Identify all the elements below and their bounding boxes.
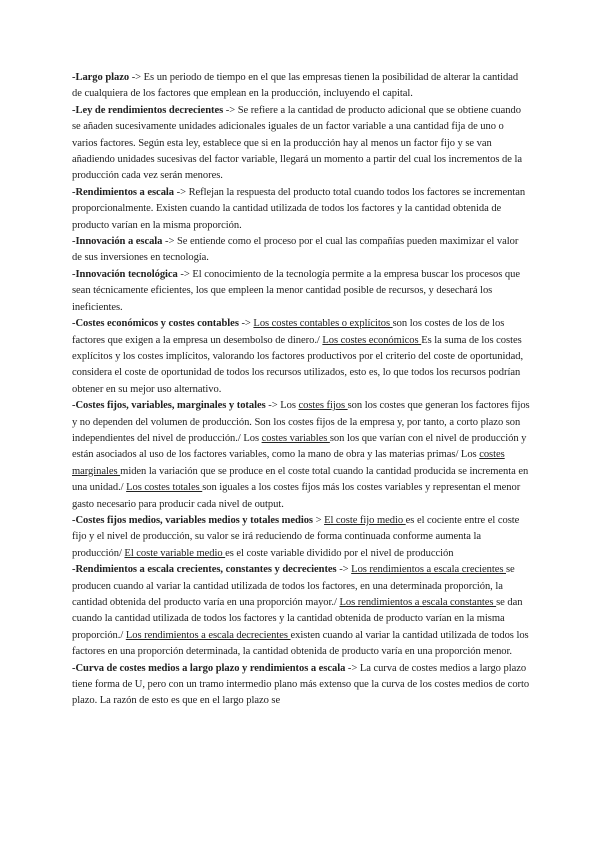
glossary-entry: [72, 70, 530, 103]
glossary-entry: [72, 185, 530, 234]
term-heading: -Innovación tecnológica: [72, 268, 178, 280]
definition-text: es el coste variable dividido por el nivel de producción: [225, 547, 454, 559]
underlined-term: costes variables: [261, 432, 330, 444]
term-heading: -Innovación a escala: [72, 236, 163, 248]
definition-text: ->: [238, 318, 254, 330]
definition-text: -> El conocimiento de la tecnología permite a la empresa buscar los procesos que sean técnicamente eficientes, los que empleen la menor cantidad posible de recursos, y desechará los ineficientes.: [72, 268, 521, 313]
glossary-entry: [72, 398, 530, 513]
underlined-term: Los rendimientos a escala decrecientes: [125, 629, 291, 641]
glossary-body: [72, 70, 530, 710]
definition-text: -> Reflejan la respuesta del producto total cuando todos los factores se incrementan proporcionalmente. Existen cuando la cantidad utilizada de todos los factores y la cantidad obtenida de producto varían en la misma proporción.: [72, 186, 526, 231]
glossary-entry: [72, 661, 530, 710]
definition-text: son iguales a los costes fijos más los costes variables y representan el menor gasto necesario para producir cada nivel de output.: [72, 482, 521, 510]
underlined-term: El coste fijo medio: [324, 514, 406, 526]
term-heading: -: [72, 72, 76, 83]
definition-text: se dan cuando la cantidad utilizada de todos los factores y la cantidad obtenida de producto varían en la misma proporción./: [72, 597, 523, 641]
definition-text: >: [312, 514, 325, 526]
definition-text: -> La curva de costes medios a largo plazo tiene forma de U, pero con un tramo intermedio plano más extenso que la curva de los costes medios de corto plazo. La razón de esto es que en el largo plazo se: [72, 662, 530, 707]
definition-text: miden la variación que se produce en el coste total cuando la cantidad producida se incrementa en una unidad./: [72, 465, 529, 494]
definition-text: son los costes que generan los factores fijos y no dependen del volumen de producción. Son los costes fijos de la empresa y, por tanto, a corto plazo son independientes del nivel de producción./ Los: [72, 400, 530, 444]
term-heading: Largo plazo: [75, 72, 130, 83]
term-heading: -Costes fijos, variables, marginales y totales: [72, 400, 266, 412]
definition-text: es el cociente entre el coste fijo y el nivel de producción, su valor se irá reduciendo de forma continuada conforme aumenta la producción/: [72, 514, 520, 559]
term-heading: -Costes económicos y costes contables: [72, 318, 239, 330]
definition-text: son los costes de los de los factores que exigen a la empresa un desembolso de dinero./: [72, 318, 505, 346]
underlined-term: Los rendimientos a escala constantes: [339, 597, 497, 608]
glossary-entry: [72, 267, 530, 316]
definition-text: -> Los: [265, 400, 299, 412]
glossary-entry: [72, 562, 530, 660]
definition-text: Es la suma de los costes explícitos y los costes implícitos, valorando los factores productivos por el criterio del coste de oportunidad, considera el coste de oportunidad de todos los recursos utilizados, esto es, lo que todos los recursos podrían obtener en su mejor uso alternativo.: [72, 334, 524, 395]
term-heading: -Rendimientos a escala crecientes, constantes y decrecientes: [72, 564, 337, 576]
underlined-term: Los rendimientos a escala crecientes: [351, 564, 506, 576]
glossary-entry: [72, 513, 530, 562]
term-heading: -Costes fijos medios, variables medios y totales medios: [72, 514, 313, 526]
term-heading: -Ley de rendimientos decrecientes: [72, 104, 224, 116]
definition-text: existen cuando al variar la cantidad utilizada de todos los factores en una proporción determinada, la cantidad obtenida de producto varía en una proporción menor.: [72, 629, 529, 658]
definition-text: se producen cuando al variar la cantidad utilizada de todos los factores, en una determinada proporción, la cantidad obtenida del producto varía en una proporción mayor./: [72, 564, 515, 608]
definition-text: -> Se entiende como el proceso por el cual las compañías pueden maximizar el valor de sus inversiones en tecnología.: [72, 236, 519, 264]
definition-text: -> Se refiere a la cantidad de producto adicional que se obtiene cuando se añaden sucesivamente unidades adicionales iguales de un factor variable a una cantidad fija de uno o varios factores. Según esta ley, establece que si en la producción hay al menos un factor fijo y se van añadiendo unidades sucesivas del factor variable, llegará un momento a partir del cual los incrementos de la producción cada vez serán menores.: [72, 104, 522, 182]
underlined-term: Los costes económicos: [322, 334, 422, 346]
term-heading: -Rendimientos a escala: [72, 186, 175, 198]
underlined-term: costes fijos: [298, 400, 348, 412]
definition-text: -> Es un periodo de tiempo en el que las empresas tienen la posibilidad de alterar la cantidad de cualquiera de los factores que emplean en la producción, incluyendo el capital.: [72, 72, 519, 100]
glossary-entry: [72, 316, 530, 398]
underlined-term: costes marginales: [72, 449, 505, 477]
glossary-entry: [72, 103, 530, 185]
definition-text: son los que varían con el nivel de producción y están asociados al uso de los factores variables, como la mano de obra y las materias primas/ Los: [72, 432, 527, 461]
glossary-entry: [72, 234, 530, 267]
underlined-term: Los costes totales: [126, 482, 203, 494]
term-heading: -Curva de costes medios a largo plazo y rendimientos a escala: [72, 662, 346, 674]
underlined-term: Los costes contables o explícitos: [253, 318, 393, 330]
definition-text: ->: [336, 564, 352, 576]
underlined-term: El coste variable medio: [124, 547, 226, 559]
